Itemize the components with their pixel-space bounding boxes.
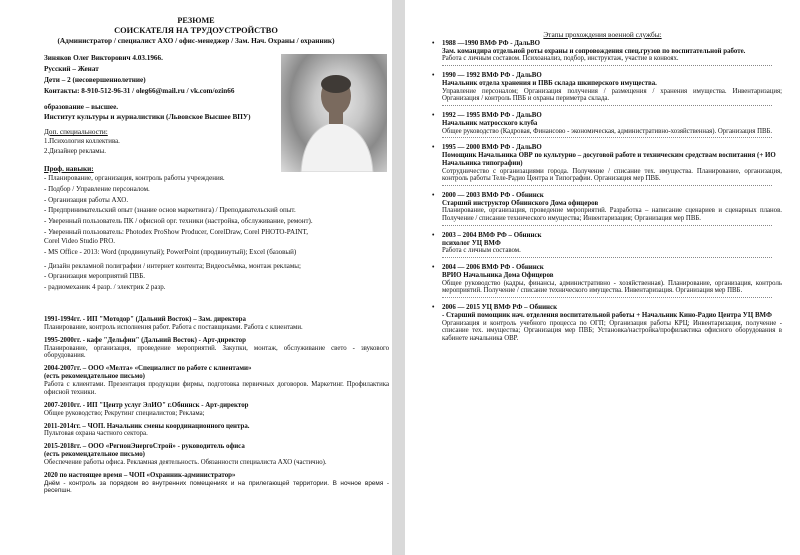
skill-item: - Уверенный пользователь: Photodex ProShow Producer, CorelDraw, Corel PHOTO-PAINT,: [44, 228, 308, 237]
skill-item: Corel Video Studio PRO.: [44, 236, 116, 245]
military-role: Помощник Начальника ОВР по культурно – досуговой работе и техническим средствам воспитания (+ ИО Начальника типографии): [442, 152, 776, 167]
resume-title: РЕЗЮМЕ: [177, 16, 215, 25]
applicant-photo: [281, 54, 387, 172]
job-entry: [44, 316, 389, 332]
skills-list: [44, 175, 384, 295]
work-experience-list: [44, 316, 389, 500]
divider: [442, 137, 772, 138]
military-description: Сотрудничество с организациями города. Получение / списание тех. имущества. Планирование, организация, контроль работы Теле-Радио Центра и Типографии. Организация мер ПВБ.: [442, 167, 782, 183]
personal-children: Дети – 2 (несовершеннолетние): [44, 76, 146, 84]
bullet-icon: •: [432, 264, 435, 272]
military-entry: [432, 144, 782, 186]
job-title: 1995-2000гг. - кафе "Дельфин" (Дальний Восток) - Арт-директор: [44, 336, 246, 344]
military-period: 1988 —1990 ВМФ РФ - ДальВО: [442, 40, 541, 47]
military-period: 1990 — 1992 ВМФ РФ - ДальВО: [442, 72, 542, 80]
military-role: ВРИО Начальника Дома Офицеров: [442, 271, 554, 279]
skill-item: - Дизайн рекламной полиграфии / интернет контента; Видеосъёмка, монтаж рекламы;: [44, 261, 301, 270]
job-title: 2015-2018гг. – ООО «РегионЭнергоСтрой» - руководитель офиса: [44, 443, 245, 451]
military-role: психолог УЦ ВМФ: [442, 239, 501, 247]
job-title: 2007-2010гг. - ИП "Центр услуг ЭлИО" г.Обнинск - Арт-директор: [44, 401, 249, 409]
military-description: Управление персоналом; Организация получения / размещения / хранения имущества. Инвентаризация; Организация / контроль ПВБ и охраны периметра склада.: [442, 87, 782, 103]
job-title: 2004-2007гг. – ООО «Мелта» «Специалист по работе с клиентами»: [44, 365, 252, 373]
skill-item: - Организация работы АХО.: [44, 195, 129, 204]
military-entry: [432, 40, 782, 66]
job-description: Обеспечение работы офиса. Рекламная деятельность. Обязанности специалиста АХО (частично).: [44, 459, 327, 466]
job-description: Общее руководство; Рекрутинг специалистов; Реклама;: [44, 409, 205, 417]
bullet-icon: •: [432, 304, 435, 312]
military-description: Планирование, организация, проведение мероприятий. Разработка – написание сценариев и сценарных планов. Получение / списание технического имущества; Инвентаризация; Организация мер ПВБ.: [442, 207, 782, 223]
divider: [442, 297, 772, 298]
add-spec-item: 2.Дизайнер рекламы.: [44, 148, 106, 155]
job-entry: [44, 423, 389, 439]
military-period: 1995 — 2000 ВМФ РФ - ДальВО: [442, 144, 542, 152]
education-institute: Институт культуры и журналистики (Львовское Высшее ВПУ): [44, 113, 251, 121]
personal-contacts: Контакты: 8-910-512-96-31 / oleg66@mail.ru / vk.com/ozin66: [44, 87, 235, 95]
bullet-icon: •: [432, 192, 435, 200]
skill-item: - Предпринимательский опыт (знание основ маркетинга) / Преподавательский опыт.: [44, 206, 296, 215]
skill-item: - Уверенный пользователь ПК / офисной орг. техники (настройка, обслуживание, ремонт).: [44, 217, 313, 226]
resume-page-right: [405, 0, 800, 555]
add-spec-item: 1.Психология коллектива.: [44, 138, 120, 145]
divider: [442, 185, 772, 186]
skills-title: Проф. навыки:: [44, 165, 94, 173]
military-role: Зам. командира отдельной роты охраны и сопровождения спец.грузов по воспитательной работе.: [442, 47, 746, 55]
applicant-photo-image: [281, 54, 387, 172]
skill-item: - Подбор / Управление персоналом.: [44, 184, 150, 193]
resume-positions: (Администратор / специалист АХО / офис-менеджер / Зам. Нач. Охраны / охранник): [57, 36, 335, 45]
military-description: Организация и контроль учебного процесса по ОГП; Организация работы КРЦ; Инвентаризация, получение - списание тех. имущества; Организация мер ПВБ; Установка/настройка/профилактика офисного оборудования в кабинете начальника ОВР.: [442, 319, 782, 343]
divider: [442, 257, 772, 258]
job-title: 1991-1994гг. - ИП "Мотодор" (Дальний Восток) – Зам. директора: [44, 316, 246, 323]
military-description: Общее руководство (кадры, финансы, административно - хозяйственная). Планирование, организация, контроль мероприятий. Получение / списание технического имущества. Инвентаризация. Организация мер ПВБ.: [442, 279, 782, 295]
resume-page-left: [0, 0, 392, 555]
bullet-icon: •: [432, 112, 435, 120]
personal-name: Зиняков Олег Викторович 4.03.1966.: [44, 54, 163, 62]
personal-nationality: Русский – Женат: [44, 65, 99, 73]
job-title: 2011-2014гг. – ЧОП. Начальник смены координационного центра.: [44, 422, 250, 430]
skill-item: - Планирование, организация, контроль работы учреждения.: [44, 174, 225, 182]
military-service-list: [432, 40, 782, 349]
job-recommendation: (есть рекомендательное письмо): [44, 451, 145, 459]
military-period: 2004 — 2006 ВМФ РФ - Обнинск: [442, 264, 544, 272]
add-spec-title: Доп. специальности:: [44, 128, 108, 136]
bullet-icon: •: [432, 231, 435, 239]
resume-subtitle: СОИСКАТЕЛЯ НА ТРУДОУСТРОЙСТВО: [114, 26, 278, 35]
job-description: Работа с клиентами. Презентация продукции фирмы, подготовка первичных договоров. Маркетинг. Профилактика офисной техники.: [44, 381, 389, 396]
military-entry: [432, 304, 782, 343]
job-title: 2020 по настоящее время – ЧОП «Охранник-администратор»: [44, 471, 236, 479]
military-period: 2000 — 2003 ВМФ РФ - Обнинск: [442, 192, 544, 200]
bullet-icon: •: [432, 72, 435, 80]
divider: [442, 105, 772, 106]
job-description: Планирование, организация, проведение мероприятий. Закупки, монтаж, обслуживание свето - звукового оборудования.: [44, 344, 389, 360]
job-entry: [44, 402, 389, 418]
job-entry: [44, 472, 389, 495]
military-role: Старший инструктор Обнинского Дома офицеров: [442, 199, 599, 207]
divider: [442, 65, 772, 66]
military-role: - Старший помощник нач. отделения воспитательной работы + Начальник Кино-Радио Центра УЦ ВМФ: [442, 311, 772, 319]
skill-item: - Организация мероприятий ПВБ.: [44, 272, 145, 281]
military-description: Работа с личным составом.: [442, 247, 521, 255]
bullet-icon: •: [432, 144, 435, 152]
military-entry: [432, 72, 782, 106]
skill-item: - MS Office - 2013: Word (продвинутый); PowerPoint (продвинутый); Excel (базовый): [44, 247, 297, 256]
military-role: Начальник матросского клуба: [442, 119, 538, 127]
military-entry: [432, 112, 782, 138]
military-period: 1992 — 1995 ВМФ РФ - ДальВО: [442, 112, 542, 120]
job-description: Планирование, контроль исполнения работ. Работа с поставщиками. Работа с клиентами.: [44, 323, 303, 331]
military-entry: [432, 192, 782, 226]
military-entry: [432, 264, 782, 298]
job-recommendation: (есть рекомендательное письмо): [44, 373, 145, 381]
job-entry: [44, 443, 389, 467]
divider: [442, 225, 772, 226]
military-description: Общее руководство (Кадровая, Финансово - экономическая, административно-хозяйственная). Организация ПВБ.: [442, 127, 773, 135]
education-level: образование – высшее.: [44, 103, 119, 111]
bullet-icon: •: [432, 40, 435, 47]
military-description: Работа с личным составом. Психоанализ, подбор, инструктаж, участие в конвоях.: [442, 55, 679, 63]
job-description: Днём - контроль за порядком во внутренних помещениях и на прилегающей территории. В ночное время - ресепшн.: [44, 479, 389, 495]
military-role: Начальник отдела хранения и ПВБ склада шкиперского имущества.: [442, 79, 657, 87]
military-service-title: Этапы прохождения военной службы:: [543, 30, 662, 39]
job-entry: [44, 365, 389, 396]
military-period: 2006 — 2015 УЦ ВМФ РФ – Обнинск: [442, 304, 558, 312]
job-entry: [44, 337, 389, 361]
job-description: Пультовая охрана частного сектора.: [44, 430, 148, 438]
military-period: 2003 – 2004 ВМФ РФ – Обнинск: [442, 231, 542, 239]
military-entry: [432, 231, 782, 258]
skill-item: - радиомеханик 4 разр. / электрик 2 разр.: [44, 283, 166, 292]
